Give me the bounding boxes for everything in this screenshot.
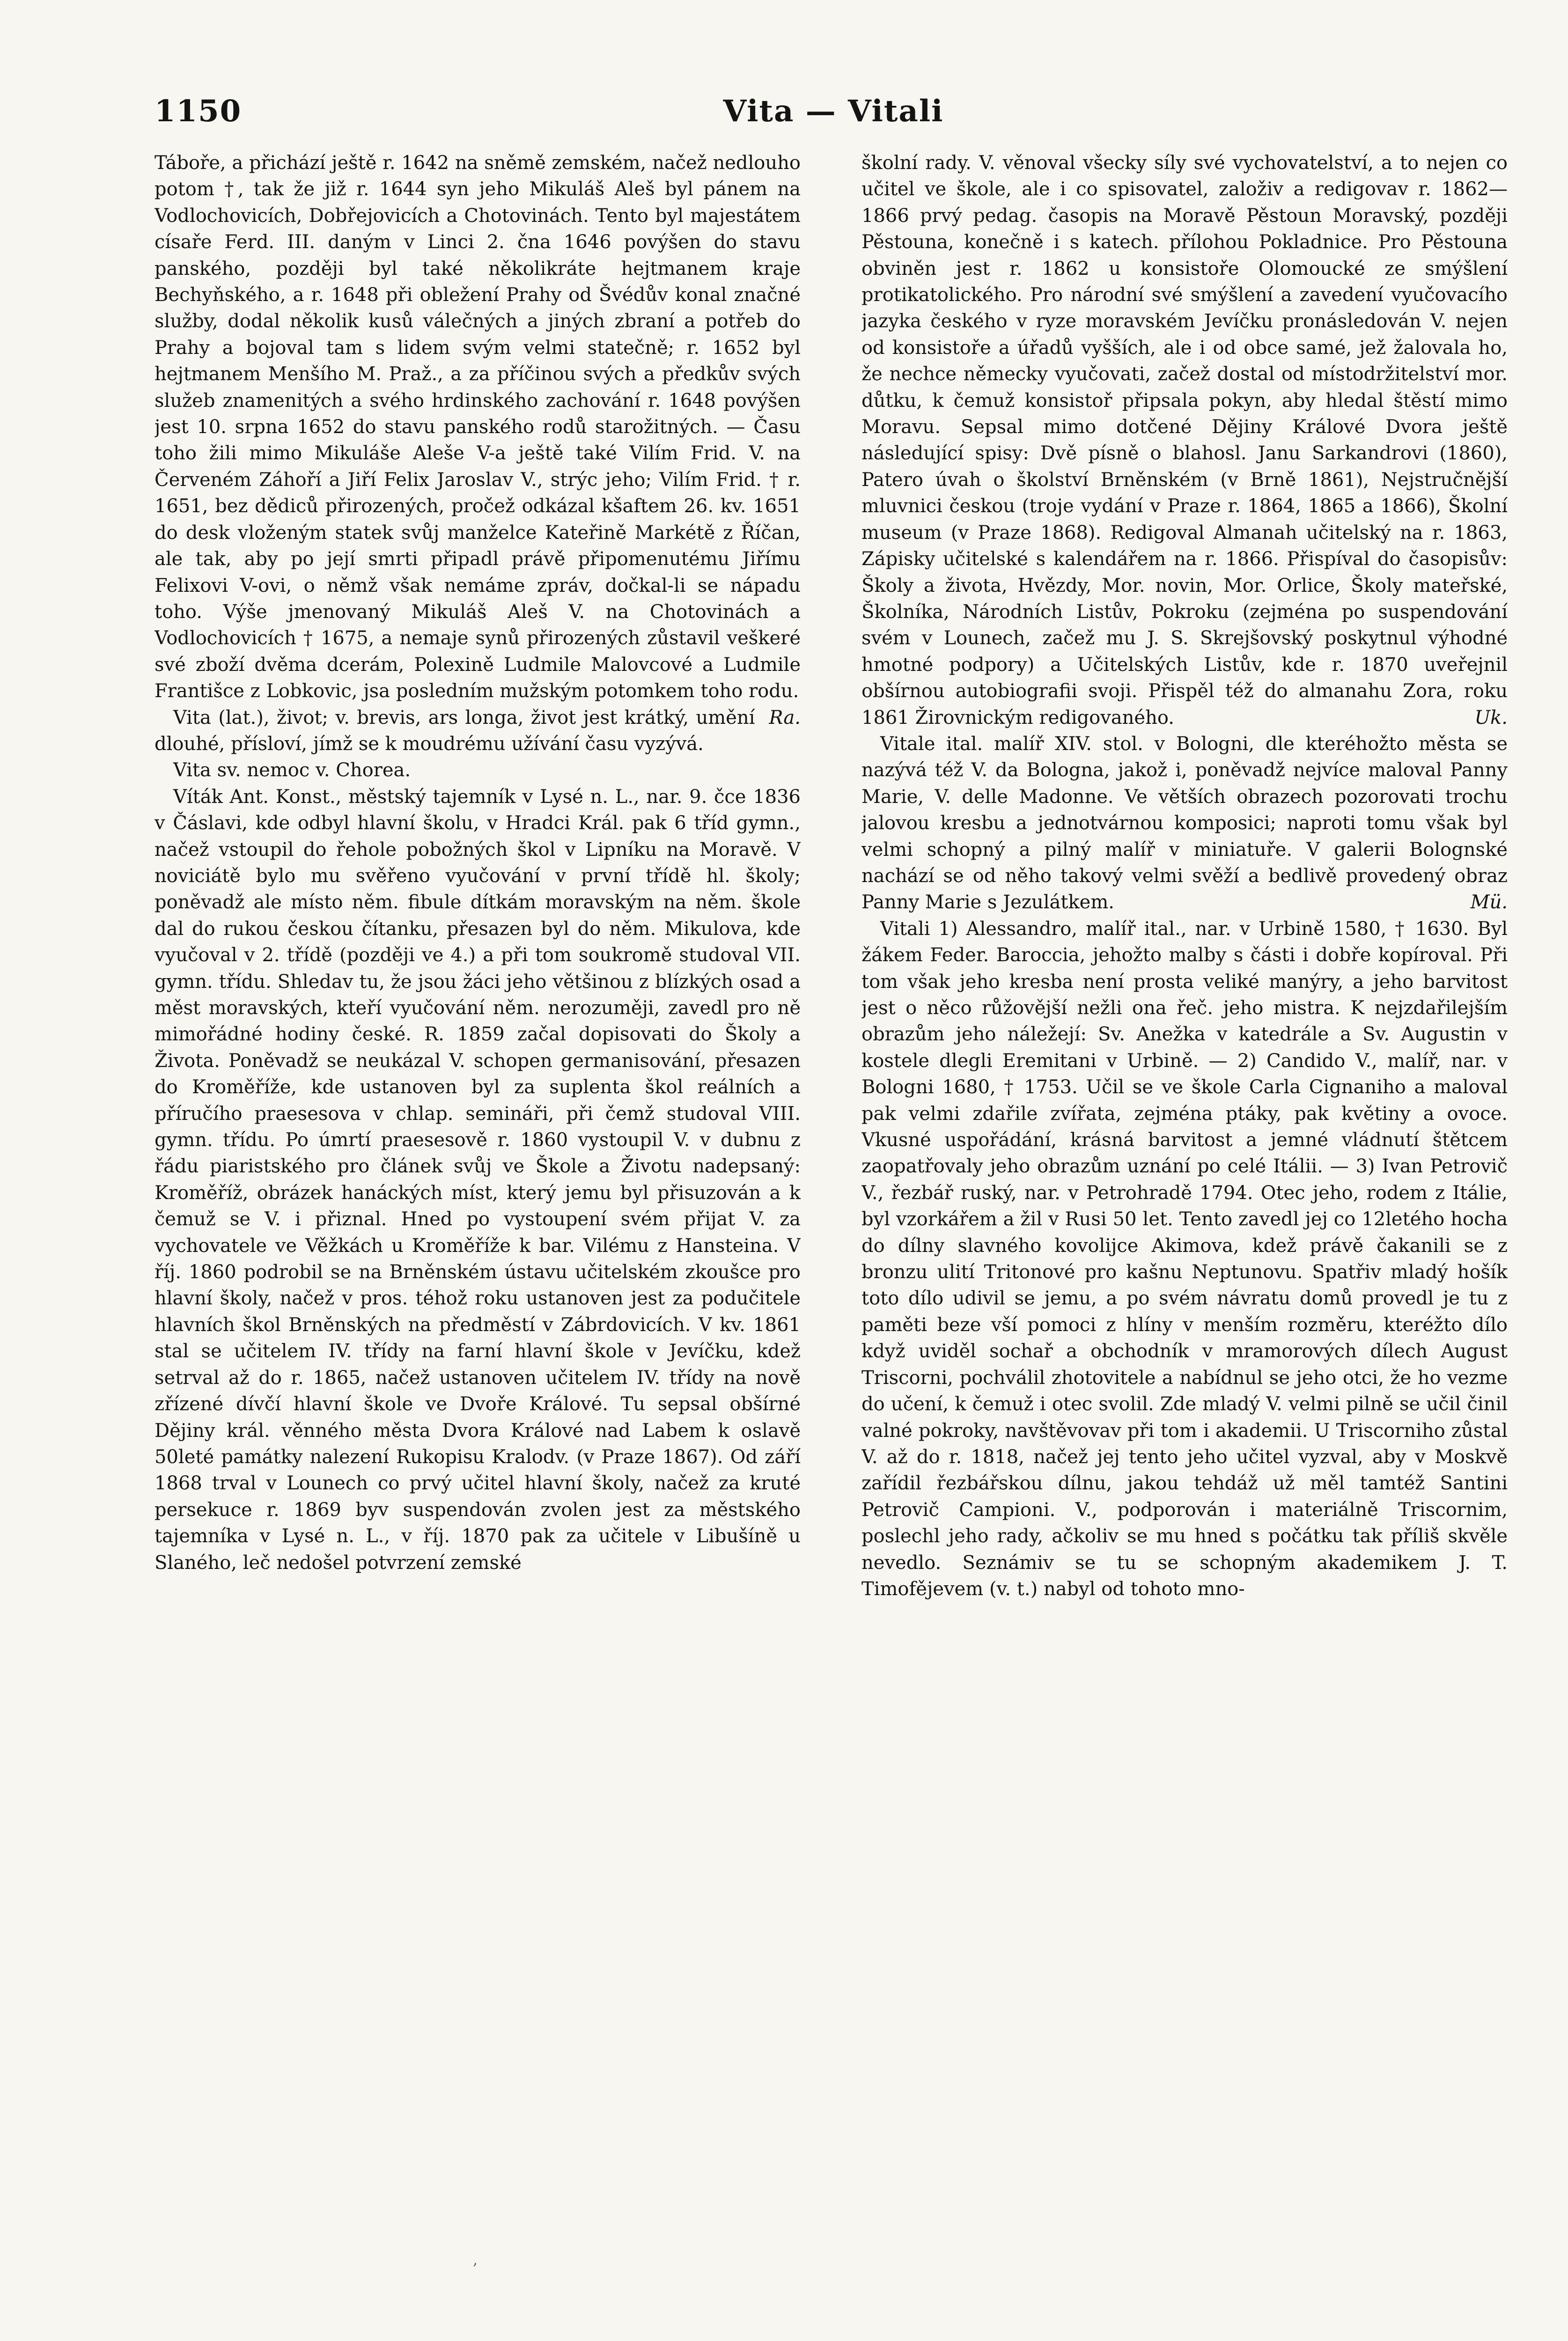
entry-vita-lat: Vita (lat.), život; v. brevis, ars longa, život jest krátký, umění dlouhé, přísloví, jímž se k moudrému užívání času vyzývá.	[155, 707, 755, 755]
stray-mark: ‚	[473, 2252, 478, 2268]
entry-vitak: Víták Ant. Konst., městský tajemník v Lysé n. L., nar. 9. čce 1836 v Čáslavi, kde odbyl hlavní školu, v Hradci Král. pak 6 tříd gymn., načež vstoupil do řehole pobožných škol v Lipníku na Moravě. V noviciátě bylo mu svěřeno vyučování v první třídě hl. školy; poněvadž ale místo něm. fibule dítkám moravským na něm. škole dal do rukou českou čítanku, přesazen byl do něm. Mikulova, kde vyučoval v 2. třídě (později ve 4.) a při tom soukromě studoval VII. gymn. třídu. Shledav tu, že jsou žáci jeho většinou z blízkých osad a měst moravských, kteří vyučování něm. nerozuměji, zavedl pro ně mimořádné hodiny české. R. 1859 začal dopisovati do Školy a Života. Poněvadž se neukázal V. schopen germanisování, přesazen do Kroměříže, kde ustanoven byl za suplenta škol reálních a příručího praesesova v chlap. semináři, při čemž studoval VIII. gymn. třídu. Po úmrtí praesesově r. 1860 vystoupil V. v dubnu z řádu piaristského pro článek svůj ve Škole a Životu nadepsaný: Kroměříž, obrázek hanáckých míst, který jemu byl přisuzován a k čemuž se V. i přiznal. Hned po vystoupení svém přijat V. za vychovatele ve Věžkách u Kroměříže k bar. Vilému z Hansteina. V říj. 1860 podrobil se na Brněnském ústavu učitelském zkoušce pro hlavní školy, načež v pros. téhož roku ustanoven jest za podučitele hlavních škol Brněnských na předměstí v Zábrdovicích. V kv. 1861 stal se učitelem IV. třídy na farní hlavní škole v Jevíčku, kdež setrval až do r. 1865, načež ustanoven učitelem IV. třídy na nově zřízené dívčí hlavní škole ve Dvoře Králové. Tu sepsal obšírné Dějiny král. věnného města Dvora Králové nad Labem k oslavě 50leté památky nalezení Rukopisu Kralodv. (v Praze 1867). Od září 1868 trval v Lounech co prvý učitel hlavní školy, načež za kruté persekuce r. 1869 byv suspendován zvolen jest za městského tajemníka v Lysé n. L., v říj. 1870 pak za učitele v Libušíně u Slaného, leč nedošel potvrzení zemské	[155, 786, 801, 1574]
running-head: Vita — Vitali	[723, 94, 944, 129]
entry-vitak-continued: školní rady. V. věnoval všecky síly své vychovatelství, a to nejen co učitel ve škole, ale i co spisovatel, založiv a redigovav r. 1862—1866 prvý pedag. časopis na Moravě Pěstoun Moravský, později Pěstouna, konečně i s katech. přílohou Pokladnice. Pro Pěstouna obviněn jest r. 1862 u konsistoře Olomoucké ze smýšlení protikatolického. Pro národní své smýšlení a zavedení vyučovacího jazyka českého v ryze moravském Jevíčku pronásledován V. nejen od konsistoře a úřadů vyšších, ale i od obce samé, jež žalovala ho, že nechce německy vyučovati, začež dostal od místodržitelství mor. důtku, k čemuž konsistoř připsala pokyn, aby hledal štěstí mimo Moravu. Sepsal mimo dotčené Dějiny Králové Dvora ještě následující spisy: Dvě písně o blahosl. Janu Sarkandrovi (1860), Patero úvah o školství Brněnském (v Brně 1861), Nejstručnější mluvnici českou (troje vydání v Praze r. 1864, 1865 a 1866), Školní museum (v Praze 1868). Redigoval Almanah učitelský na r. 1863, Zápisky učitelské s kalendářem na r. 1866. Přispíval do časopisův: Školy a života, Hvězdy, Mor. novin, Mor. Orlice, Školy mateřské, Školníka, Národních Listův, Pokroku (zejména po suspendování svém v Lounech, začež mu J. S. Skrejšovský poskytnul výhodné hmotné podpory) a Učitelských Listův, kde r. 1870 uveřejnil obšírnou autobiografii svoji. Přispěl též do almanahu Zora, roku 1861 Žirovnickým redigovaného. Uk.	[861, 150, 1508, 731]
right-column	[861, 150, 1508, 2257]
entry-continuation-vita-family: Táboře, a přichází ještě r. 1642 na sněmě zemském, načež nedlouho potom †, tak že již r. 1644 syn jeho Mikuláš Aleš byl pánem na Vodlochovicích, Dobřejovicích a Chotovinách. Tento byl majestátem císaře Ferd. III. daným v Linci 2. čna 1646 povýšen do stavu panského, později byl také několikráte hejtmanem kraje Bechyňského, a r. 1648 při obležení Prahy od Švédův konal značné služby, dodal několik kusů válečných a jiných zbraní a potřeb do Prahy a bojoval tam s lidem svým velmi statečně; r. 1652 byl hejtmanem Menšího M. Praž., a za příčinou svých a předkův svých služeb znamenitých a svého hrdinského zachování r. 1648 povýšen jest 10. srpna 1652 do stavu panského rodů starožitných. — Času toho žili mimo Mikuláše Aleše V-a ještě také Vilím Frid. V. na Červeném Záhoří a Jiří Felix Jaroslav V., strýc jeho; Vilím Frid. † r. 1651, bez dědiců přirozených, pročež odkázal kšaftem 26. kv. 1651 do desk vloženým statek svůj manželce Kateřině Markétě z Říčan, ale tak, aby po její smrti připadl právě připomenutému Jiřímu Felixovi V-ovi, o němž však nemáme zpráv, dočkal-li se nápadu toho. Výše jmenovaný Mikuláš Aleš V. na Chotovinách a Vodlochovicích † 1675, a nemaje synů přirozených zůstavil veškeré své zboží dvěma dcerám, Polexině Ludmile Malovcové a Ludmile Františce z Lobkovic, jsa posledním mužským potomkem toho rodu. Ra.	[155, 150, 801, 705]
left-column	[155, 150, 801, 2257]
entry-vita-sv: Vita sv. nemoc v. Chorea.	[173, 759, 411, 781]
page-number: 1150	[155, 94, 242, 129]
author-signature: Uk.	[1474, 707, 1508, 729]
page-header	[155, 94, 1512, 145]
entry-vitale: Vitale ital. malíř XIV. stol. v Bologni, dle kteréhožto města se nazývá též V. da Bologna, jakož i, poněvadž nejvíce maloval Panny Marie, V. delle Madonne. Ve větších obrazech pozorovati trochu jalovou kresbu a jednotvárnou komposici; naproti tomu však byl velmi schopný a pilný malíř v miniatuře. V galerii Bolognské nachází se od něho takový velmi svěží a bedlivě provedený obraz Panny Marie s Jezulátkem. Mü.	[861, 731, 1508, 916]
author-signature: Ra.	[769, 707, 801, 729]
entry-vitali: Vitali 1) Alessandro, malíř ital., nar. v Urbině 1580, † 1630. Byl žákem Feder. Baroccia, jehožto malby s části i dobře kopíroval. Při tom však jeho kresba není prosta veliké manýry, a jeho barvitost jest o něco růžovější nežli ona řeč. jeho mistra. K nejzdařilejším obrazům jeho náležejí: Sv. Anežka v katedrále a Sv. Augustin v kostele dlegli Eremitani v Urbině. — 2) Candido V., malíř, nar. v Bologni 1680, † 1753. Učil se ve škole Carla Cignaniho a maloval pak velmi zdařile zvířata, zejména ptáky, pak květiny a ovoce. Vkusné uspořádání, krásná barvitost a jemné vládnutí štětcem zaopatřovaly jeho obrazům uznání po celé Itálii. — 3) Ivan Petrovič V., řezbář ruský, nar. v Petrohradě 1794. Otec jeho, rodem z Itálie, byl vzorkářem a žil v Rusi 50 let. Tento zavedl jej co 12letého hocha do dílny slavného kovolijce Akimova, kdež právě čakanili se z bronzu ulití Tritonové pro kašnu Neptunovu. Spatřiv mladý hošík toto dílo udivil se jemu, a po svém návratu domů provedl je tu z paměti beze vší pomoci z hlíny v menším rozměru, kteréžto dílo když uviděl sochař a obchodník v mramorových dílech August Triscorni, pochválil zhotovitele a nabídnul se jeho otci, že ho vezme do učení, k čemuž i otec svolil. Zde mladý V. velmi pilně se učil činil valné pokroky, navštěvovav při tom i akademii. U Triscorniho zůstal V. až do r. 1818, načež jej tento jeho učitel vyzval, aby v Moskvě zařídil řezbářskou dílnu, jakou tehdáž už měl tamtéž Santini Petrovič Campioni. V., podporován i materiálně Triscornim, poslechl jeho rady, ačkoliv se mu hned s počátku tak příliš skvěle nevedlo. Seznámiv se tu se schopným akademikem J. T. Timofějevem (v. t.) nabyl od tohoto mno-	[861, 918, 1508, 1600]
author-signature: Mü.	[1470, 891, 1508, 913]
